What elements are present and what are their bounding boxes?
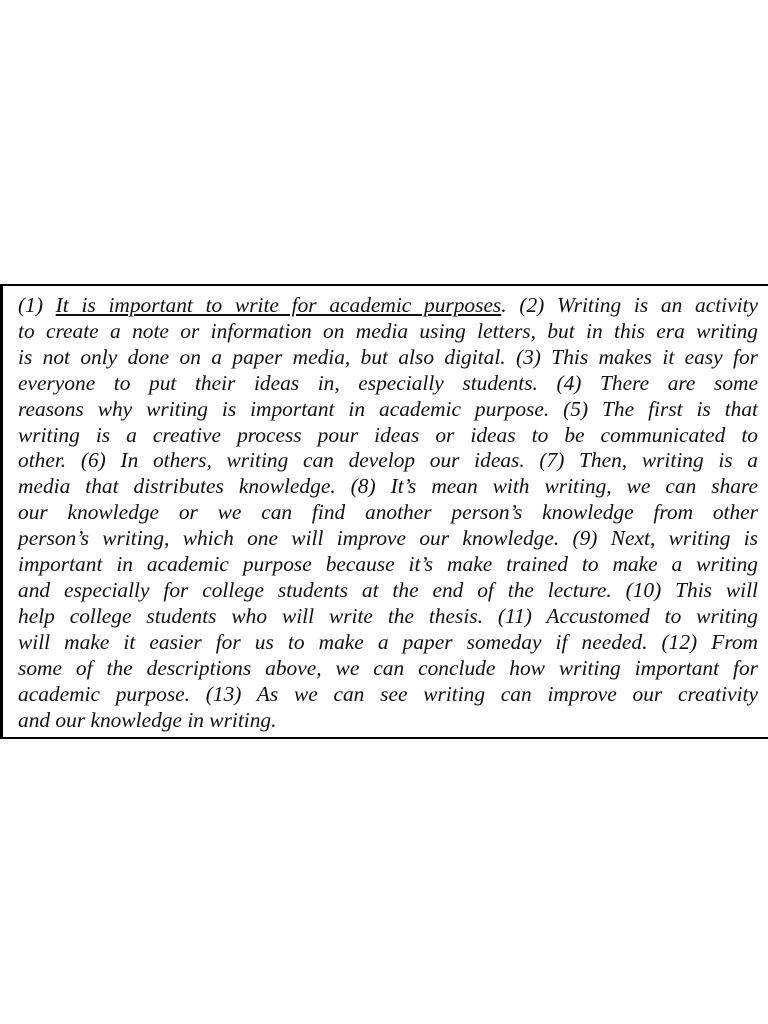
paragraph-line-13: help college students who will write the thesis. (11) Accustomed to writing bbox=[18, 603, 758, 628]
paragraph-line-2: to create a note or information on media using letters, but in this era writing bbox=[18, 318, 758, 343]
topic-sentence: It is important to write for academic purposes bbox=[55, 293, 502, 317]
paragraph-box bbox=[0, 284, 768, 739]
paragraph-line-16: academic purpose. (13) As we can see writing can improve our creativity bbox=[18, 681, 758, 706]
paragraph-line-12: and especially for college students at the end of the lecture. (10) This will bbox=[18, 577, 758, 602]
paragraph-line-8: media that distributes knowledge. (8) It’s mean with writing, we can share bbox=[18, 474, 758, 499]
sentence-number: (1) bbox=[18, 293, 56, 317]
paragraph-line-17: and our knowledge in writing. bbox=[18, 707, 277, 732]
paragraph-line-4: everyone to put their ideas in, especially students. (4) There are some bbox=[18, 370, 758, 395]
paragraph-line-1 bbox=[18, 293, 758, 319]
paragraph-line-11: important in academic purpose because it’s make trained to make a writing bbox=[18, 552, 758, 577]
paragraph-line-7: other. (6) In others, writing can develop our ideas. (7) Then, writing is a bbox=[18, 448, 758, 473]
paragraph-line-9: our knowledge or we can find another person’s knowledge from other bbox=[18, 500, 758, 525]
paragraph-line-10: person’s writing, which one will improve our knowledge. (9) Next, writing is bbox=[18, 526, 758, 551]
paragraph-line-14: will make it easier for us to make a paper someday if needed. (12) From bbox=[18, 629, 758, 654]
paragraph-text bbox=[18, 293, 758, 733]
paragraph-line-3: is not only done on a paper media, but also digital. (3) This makes it easy for bbox=[18, 344, 758, 369]
paragraph-line-15: some of the descriptions above, we can conclude how writing important for bbox=[18, 655, 758, 680]
paragraph-line-6: writing is a creative process pour ideas or ideas to be communicated to bbox=[18, 422, 758, 447]
line-continuation: . (2) Writing is an activity bbox=[501, 293, 758, 317]
paragraph-line-5: reasons why writing is important in academic purpose. (5) The first is that bbox=[18, 396, 758, 421]
